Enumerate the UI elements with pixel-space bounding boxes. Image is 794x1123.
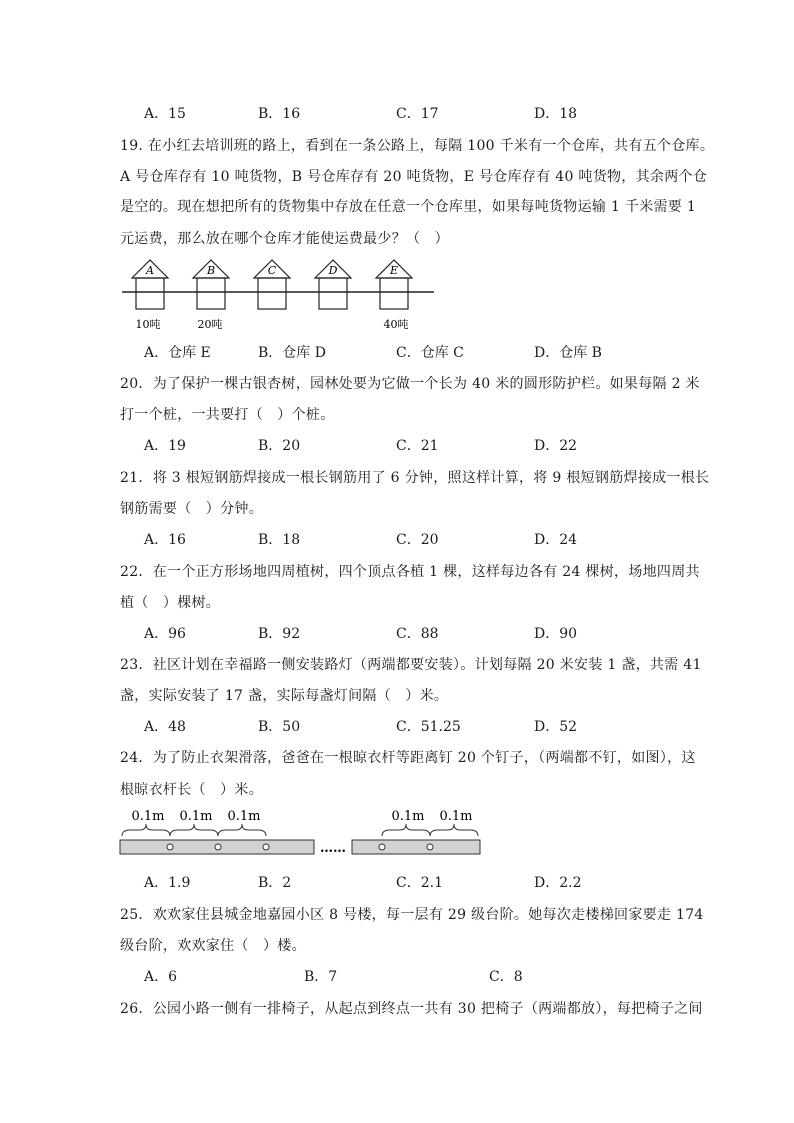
- q25-option-c[interactable]: C．8: [489, 969, 523, 985]
- q19-text-line-2: A 号仓库存有 10 吨货物，B 号仓库存有 20 吨货物，E 号仓库存有 40 吨货物，其余两个仓: [120, 169, 708, 185]
- warehouse-b-label: B: [206, 264, 216, 277]
- q19-option-b[interactable]: B．仓库 D: [258, 345, 326, 361]
- q23-text-line-2: 盏，实际安装了 17 盏，实际每盏灯间隔（ ）米。: [120, 688, 449, 704]
- q20-text-line-2: 打一个桩，一共要打（ ）个桩。: [120, 407, 335, 423]
- q20-option-b[interactable]: B．20: [258, 438, 301, 454]
- warehouse-figure: [118, 258, 438, 336]
- q22-text-line-2: 植（ ）棵树。: [120, 595, 221, 611]
- q21-option-b[interactable]: B．18: [258, 532, 301, 548]
- brace: [170, 824, 218, 836]
- q21-options: [144, 529, 784, 549]
- q25-options: [144, 966, 784, 986]
- q21-option-c[interactable]: C．20: [396, 532, 439, 548]
- nail: [379, 844, 385, 850]
- q25-text-line-2: 级台阶，欢欢家住（ ）楼。: [120, 938, 306, 954]
- q20-option-c[interactable]: C．21: [396, 438, 439, 454]
- q19-text-line-3: 是空的。现在想把所有的货物集中存放在任意一个仓库里，如果每吨货物运输 1 千米需要 1: [120, 199, 697, 215]
- warehouse-d-label: D: [328, 264, 338, 277]
- q19-options: [144, 342, 784, 362]
- q20-text-line-1: 20．为了保护一棵古银杏树，园林处要为它做一个长为 40 米的圆形防护栏。如果每隔 2 米: [120, 376, 700, 392]
- warehouse-b: [193, 260, 229, 309]
- q24-option-a[interactable]: A．1.9: [144, 875, 191, 891]
- brace: [218, 824, 266, 836]
- q25-option-a[interactable]: A．6: [144, 969, 178, 985]
- pole-figure: [116, 808, 486, 860]
- q21-option-d[interactable]: D．24: [534, 532, 578, 548]
- spacing-label: 0.1m: [439, 809, 473, 824]
- ellipsis-mark: ……: [320, 841, 346, 856]
- spacing-label: 0.1m: [179, 809, 213, 824]
- q24-text-line-2: 根晾衣杆长（ ）米。: [120, 782, 263, 798]
- q21-option-a[interactable]: A．16: [144, 532, 186, 548]
- warehouse-c: [254, 260, 290, 309]
- q18-option-b[interactable]: B．16: [258, 106, 301, 122]
- warehouse-e-label: E: [389, 264, 399, 277]
- nail: [167, 844, 173, 850]
- warehouse-d: [315, 260, 351, 309]
- q22-text-line-1: 22．在一个正方形场地四周植树，四个顶点各植 1 棵，这样每边各有 24 棵树，场地四周共: [120, 564, 700, 580]
- q24-option-b[interactable]: B．2: [258, 875, 292, 891]
- q22-option-d[interactable]: D．90: [534, 626, 578, 642]
- q24-options: [144, 872, 784, 892]
- q24-option-d[interactable]: D．2.2: [534, 875, 582, 891]
- q23-option-a[interactable]: A．48: [144, 719, 186, 735]
- q20-option-a[interactable]: A．19: [144, 438, 186, 454]
- q19-option-a[interactable]: A．仓库 E: [144, 345, 211, 361]
- q22-option-b[interactable]: B．92: [258, 626, 301, 642]
- q19-text-line-4: 元运费，那么放在哪个仓库才能使运费最少？（ ）: [120, 231, 449, 247]
- spacing-label: 0.1m: [131, 809, 165, 824]
- warehouse-b-weight: 20吨: [197, 318, 223, 331]
- nail: [215, 844, 221, 850]
- spacing-label: 0.1m: [391, 809, 425, 824]
- q18-option-a[interactable]: A．15: [144, 106, 186, 122]
- brace: [430, 824, 478, 836]
- q24-text-line-1: 24．为了防止衣架滑落，爸爸在一根晾衣杆等距离钉 20 个钉子，（两端都不钉，如图），这: [120, 750, 696, 766]
- q26-text-line-1: 26．公园小路一侧有一排椅子，从起点到终点一共有 30 把椅子（两端都放），每把椅子之间: [120, 1001, 703, 1017]
- q19-text-line-1: 19. 在小红去培训班的路上，看到在一条公路上，每隔 100 千米有一个仓库，共有五个仓库。: [120, 138, 715, 154]
- q21-text-line-1: 21．将 3 根短钢筋焊接成一根长钢筋用了 6 分钟，照这样计算，将 9 根短钢筋焊接成一根长: [120, 470, 710, 486]
- q19-option-c[interactable]: C．仓库 C: [396, 345, 464, 361]
- warehouse-a: [132, 260, 168, 309]
- q23-option-b[interactable]: B．50: [258, 719, 301, 735]
- q18-options: [144, 103, 784, 123]
- q22-options: [144, 623, 784, 643]
- q22-option-c[interactable]: C．88: [396, 626, 439, 642]
- q18-option-c[interactable]: C．17: [396, 106, 439, 122]
- warehouse-a-weight: 10吨: [135, 318, 161, 331]
- brace: [382, 824, 430, 836]
- q19-option-d[interactable]: D．仓库 B: [534, 345, 602, 361]
- pole-right-segment: [352, 840, 480, 854]
- q18-option-d[interactable]: D．18: [534, 106, 578, 122]
- brace: [122, 824, 170, 836]
- q20-options: [144, 435, 784, 455]
- q20-option-d[interactable]: D．22: [534, 438, 578, 454]
- warehouse-e-weight: 40吨: [383, 318, 409, 331]
- q25-text-line-1: 25．欢欢家住县城金地嘉园小区 8 号楼，每一层有 29 级台阶。她每次走楼梯回家要走 174: [120, 907, 704, 923]
- q23-option-c[interactable]: C．51.25: [396, 719, 461, 735]
- q23-text-line-1: 23．社区计划在幸福路一侧安装路灯（两端都要安装）。计划每隔 20 米安装 1 盏，共需 41: [120, 657, 702, 673]
- q21-text-line-2: 钢筋需要（ ）分钟。: [120, 501, 263, 517]
- nail: [427, 844, 433, 850]
- spacing-label: 0.1m: [227, 809, 261, 824]
- warehouse-e: [376, 260, 412, 309]
- q25-option-b[interactable]: B．7: [304, 969, 338, 985]
- q24-option-c[interactable]: C．2.1: [396, 875, 443, 891]
- warehouse-c-label: C: [267, 264, 277, 277]
- q23-options: [144, 716, 784, 736]
- q23-option-d[interactable]: D．52: [534, 719, 578, 735]
- q22-option-a[interactable]: A．96: [144, 626, 186, 642]
- warehouse-a-label: A: [146, 264, 154, 277]
- nail: [263, 844, 269, 850]
